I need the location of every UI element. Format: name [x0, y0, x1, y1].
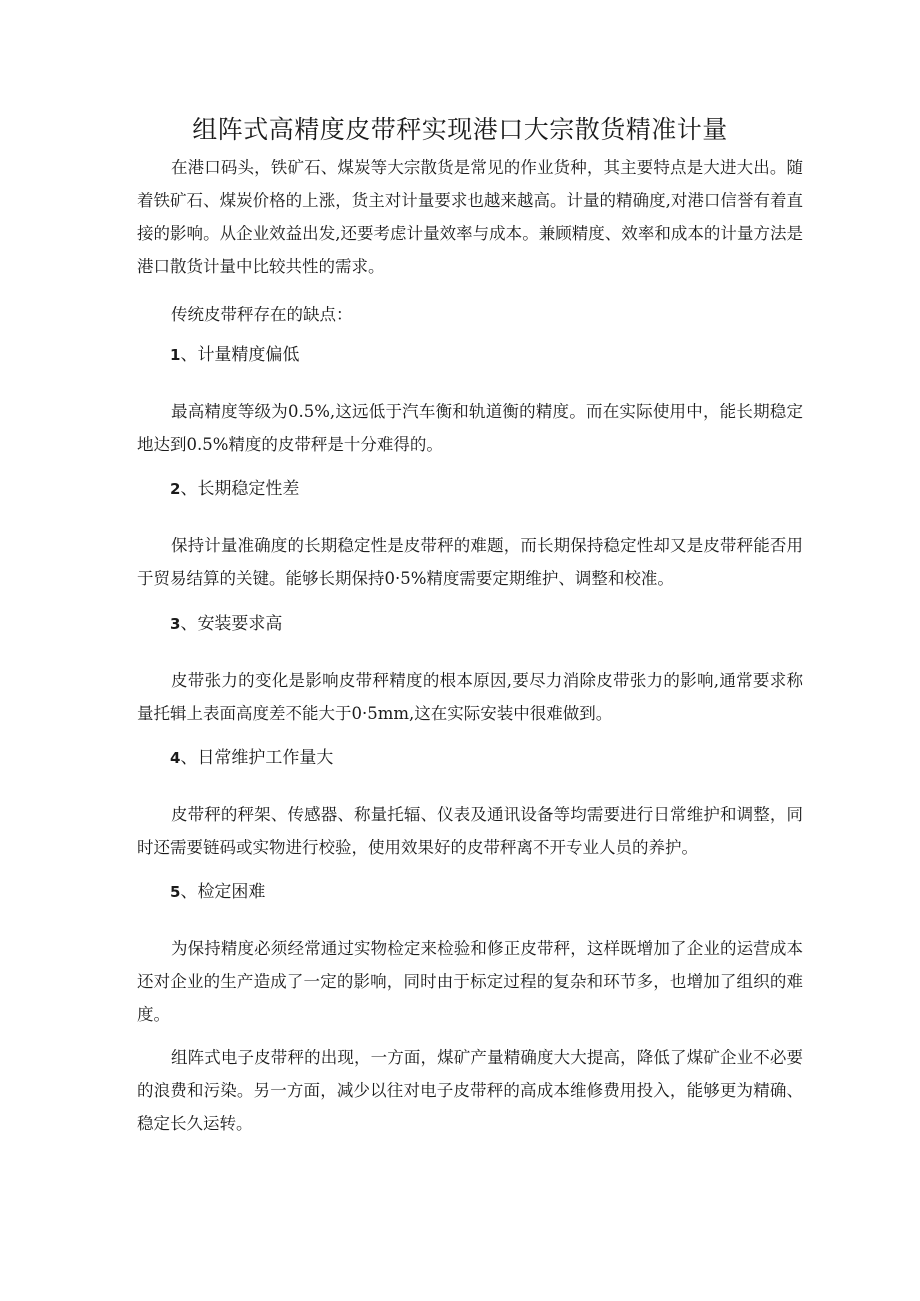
section-separator: 、 [180, 748, 198, 768]
section-separator: 、 [180, 614, 198, 634]
section-separator: 、 [180, 882, 198, 902]
section-heading-3 [170, 610, 770, 638]
conclusion-paragraph: 组阵式电子皮带秤的出现，一方面，煤矿产量精确度大大提高，降低了煤矿企业不必要的浪费和污染。另一方面，减少以往对电子皮带秤的高成本维修费用投入，能够更为精确、稳定长久运转。 [137, 1048, 803, 1133]
section-body-3: 皮带张力的变化是影响皮带秤精度的根本原因,要尽力消除皮带张力的影响,通常要求称量托辑上表面高度差不能大于0·5mm,这在实际安装中很难做到。 [137, 671, 803, 723]
section-heading-text: 计量精度偏低 [197, 345, 300, 365]
section-number: 4 [170, 749, 181, 767]
section-heading-text: 日常维护工作量大 [197, 748, 334, 768]
section-heading-5 [170, 878, 770, 906]
section-heading-text: 长期稳定性差 [197, 479, 300, 499]
section-heading-4 [170, 744, 770, 772]
section-heading-1 [170, 341, 770, 369]
section-number: 5 [170, 883, 181, 901]
document-title: 组阵式高精度皮带秤实现港口大宗散货精准计量 [192, 115, 728, 144]
section-separator: 、 [180, 479, 198, 499]
section-body-1: 最高精度等级为0.5%,这远低于汽车衡和轨道衡的精度。而在实际使用中，能长期稳定地达到0.5%精度的皮带秤是十分难得的。 [137, 402, 803, 454]
section-heading-text: 安装要求高 [197, 614, 283, 634]
section-body-4: 皮带秤的秤架、传感器、称量托辐、仪表及通讯设备等均需要进行日常维护和调整，同时还需要链码或实物进行校验，使用效果好的皮带秤离不开专业人员的养护。 [137, 805, 803, 857]
intro-paragraph: 在港口码头，铁矿石、煤炭等大宗散货是常见的作业货种，其主要特点是大进大出。随着铁矿石、煤炭价格的上涨，货主对计量要求也越来越高。计量的精确度,对港口信誉有着直接的影响。从企业效益出发,还要考虑计量效率与成本。兼顾精度、效率和成本的计量方法是港口散货计量中比较共性的需求。 [137, 158, 803, 276]
section-number: 1 [170, 346, 181, 364]
section-heading-2 [170, 475, 770, 503]
section-number: 3 [170, 615, 181, 633]
section-number: 2 [170, 480, 181, 498]
defects-lead-paragraph: 传统皮带秤存在的缺点： [171, 305, 353, 324]
section-separator: 、 [180, 345, 198, 365]
section-heading-text: 检定困难 [197, 882, 266, 902]
section-body-2: 保持计量准确度的长期稳定性是皮带秤的难题，而长期保持稳定性却又是皮带秤能否用于贸易结算的关键。能够长期保持0·5%精度需要定期维护、调整和校准。 [137, 536, 803, 588]
section-body-5: 为保持精度必须经常通过实物检定来检验和修正皮带秤，这样既增加了企业的运营成本还对企业的生产造成了一定的影响，同时由于标定过程的复杂和环节多，也增加了组织的难度。 [137, 939, 803, 1024]
